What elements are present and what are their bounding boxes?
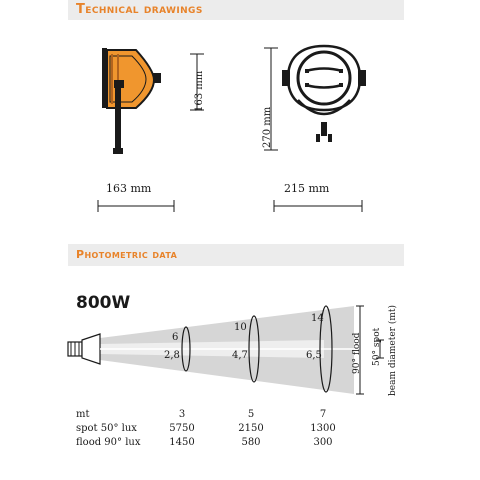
- row-label-spot-lux: spot 50° lux: [76, 423, 137, 434]
- distance-value: 3: [178, 409, 186, 420]
- technical-drawings-heading: Technical drawings: [76, 2, 203, 17]
- flood-lux-value: 580: [241, 437, 261, 448]
- spot-diameter-7m: 6,5: [306, 350, 322, 361]
- spot-diameter-3m: 2,8: [164, 350, 180, 361]
- spot-diameter-5m: 4,7: [232, 350, 248, 361]
- flood-diameter-7m: 14: [311, 313, 324, 324]
- side-width-label: 163 mm: [106, 182, 152, 195]
- flood-diameter-5m: 10: [234, 322, 247, 333]
- beam-diameter-axis-label: beam diameter (mt): [388, 305, 398, 396]
- spot-lux-value: 2150: [238, 423, 264, 434]
- spot-lux-value: 5750: [169, 423, 195, 434]
- flood-lux-value: 1450: [169, 437, 195, 448]
- row-label-flood-lux: flood 90° lux: [76, 437, 141, 448]
- lamp-reflector: [82, 334, 100, 364]
- side-height-label: 163 mm: [194, 70, 205, 112]
- distance-value: 5: [247, 409, 255, 420]
- distance-value: 7: [319, 409, 327, 420]
- side-view-drawing: [96, 40, 186, 170]
- front-width-label: 215 mm: [284, 182, 330, 195]
- flood-label: 90° flood: [352, 332, 362, 374]
- wattage-label: 800W: [76, 293, 131, 313]
- flood-diameter-3m: 6: [172, 332, 179, 343]
- flood-lux-value: 300: [313, 437, 333, 448]
- front-height-label: 270 mm: [262, 106, 273, 148]
- photometric-heading: Photometric data: [76, 248, 178, 261]
- front-view-drawing: [278, 40, 370, 156]
- width-dimensions: [94, 196, 394, 216]
- row-label-distance: mt: [76, 409, 90, 420]
- spot-label: 50° spot: [372, 327, 382, 366]
- spot-lux-value: 1300: [310, 423, 336, 434]
